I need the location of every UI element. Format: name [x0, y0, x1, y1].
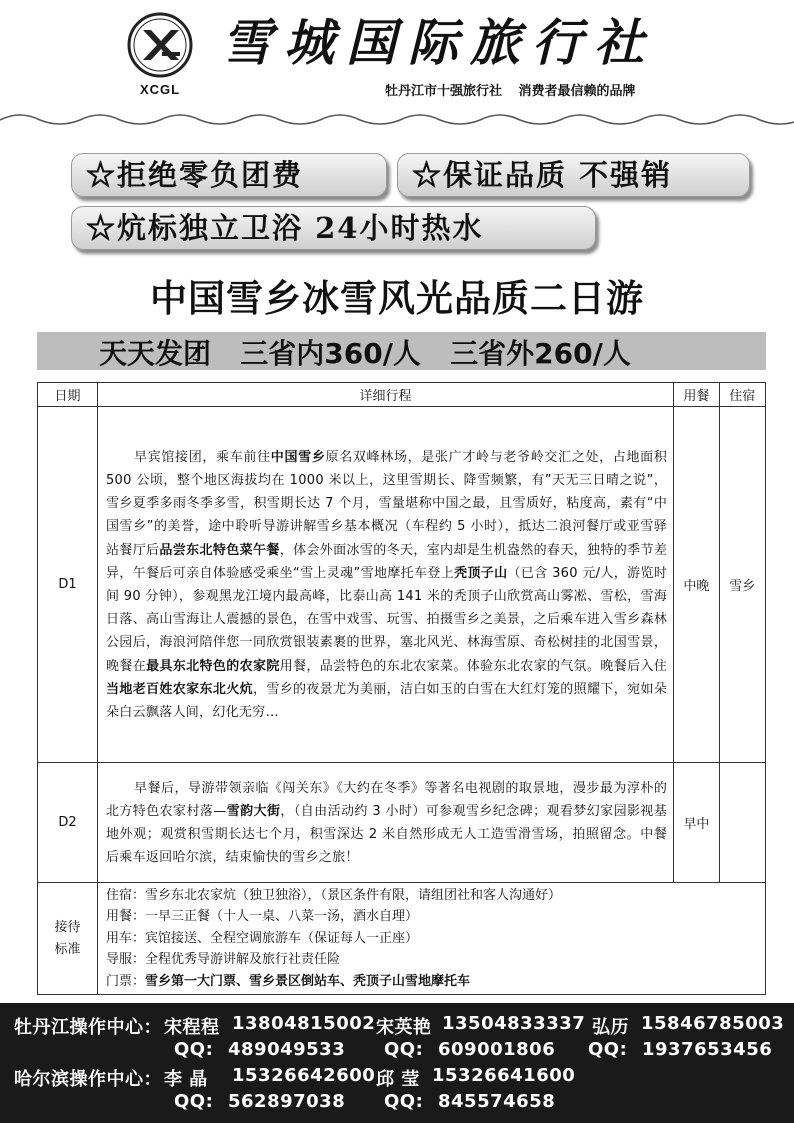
contact-qq[interactable]: 609001806 — [438, 1039, 556, 1060]
day1-detail: 早宾馆接团，乘车前往中国雪乡原名双峰林场，是张广才岭与老爷岭交汇之处，占地面积 500 公顷，整个地区海拔均在 1000 米以上，这里雪期长、降雪频繁，有”天无三日晴之说”，雪乡夏季多雨冬季多雪，积雪期长达 7 个月，雪量堪称中国之最，且雪质好，粘度高，素有“中国雪乡”的美誉，途中聆听导游讲解雪乡基本概况（车程约 5 小时），抵达二浪河餐厅或亚雪驿站餐厅后品尝东北特色菜午餐，体会外面冰雪的冬天，室内却是生机盎然的春天，独特的季节差异，午餐后可亲自体验感受乘坐“雪上灵魂”雪地摩托车登上秃顶子山（已含 360 元/人，游览时间 90 分钟），参观黑龙江境内最高峰，比泰山高 141 米的秃顶子山欣赏高山雾凇、雪松，雪海日落、高山雪海让人震撼的景色，在雪中戏雪、玩雪、拍摄雪乡之美景，之后乘车进入雪乡森林公园后，海浪河陪伴您一同欣赏银装素裹的世界，塞北风光、林海雪原、奇松树挂的北国雪景，晚餐在最具东北特色的农家院用餐，品尝特色的东北农家菜。体验东北农家的气氛。晚餐后入住当地老百姓农家东北火炕，雪乡的夜景尤为美丽，洁白如玉的白雪在大红灯笼的照耀下，宛如朵朵白云飘落人间，幻化无穷… — [105, 449, 668, 721]
day1-detail-cell — [97, 407, 673, 763]
standard-meals — [102, 906, 761, 927]
table-row-day1 — [38, 407, 766, 763]
price-bar: 天天发团 三省内360/人 三省外260/人 — [37, 332, 766, 370]
standard-lodging — [102, 885, 761, 906]
itinerary-table — [37, 382, 766, 995]
standard-guide — [102, 949, 761, 970]
header-date: 日期 — [38, 383, 98, 407]
day2-detail: 早餐后，导游带领亲临《闯关东》《大约在冬季》等著名电视剧的取景地，漫步最为淳朴的北方特色农家村落—雪韵大街，（自由活动约 3 小时）可参观雪乡纪念碑；观看梦幻家园影视基地外观；观赏积雪期长达七个月，积雪深达 2 米自然形成无人工造雪滑雪场，拍照留念。中餐后乘车返回哈尔滨，结束愉快的雪乡之旅！ — [105, 780, 668, 866]
contact-name: 李 晶 — [164, 1069, 208, 1090]
tour-title: 中国雪乡冰雪风光品质二日游 — [150, 277, 644, 320]
qq-label: QQ: — [384, 1039, 424, 1060]
day1-date: D1 — [38, 407, 98, 763]
qq-label: QQ: — [588, 1039, 628, 1060]
wave-divider — [0, 108, 794, 130]
day2-date: D2 — [38, 763, 98, 883]
day1-meal: 中晚 — [674, 407, 719, 763]
contact-qq[interactable]: 489049533 — [228, 1039, 346, 1060]
contact-phone[interactable]: 13504833337 — [442, 1013, 586, 1034]
day2-meal: 早中 — [674, 763, 719, 883]
contact-name: 弘历 — [592, 1017, 629, 1038]
contact-qq[interactable]: 1937653456 — [642, 1039, 773, 1060]
header-stay: 住宿 — [719, 383, 765, 407]
contact-footer — [0, 1003, 794, 1123]
contact-name: 宋英艳 — [376, 1017, 432, 1038]
contact-qq[interactable]: 845574658 — [438, 1091, 556, 1112]
header-meal: 用餐 — [674, 383, 719, 407]
qq-label: QQ: — [174, 1091, 214, 1112]
agency-slogan: 牡丹江市十强旅行社 消费者最信赖的品牌 — [385, 84, 636, 99]
mdj-label: 牡丹江操作中心： — [14, 1017, 162, 1038]
agency-name: 雪城国际旅行社 — [222, 13, 656, 72]
standard-text: 雪乡东北农家炕（独卫独浴），（景区条件有限，请组团社和客人沟通好） — [144, 888, 561, 903]
banner-no-zero-fee: ☆拒绝零负团费 — [71, 153, 387, 197]
contact-phone[interactable]: 15326642600 — [232, 1065, 376, 1086]
contact-phone[interactable]: 15846785003 — [641, 1013, 785, 1034]
standard-label: 用餐： — [105, 909, 145, 925]
hrb-label: 哈尔滨操作中心： — [14, 1069, 162, 1090]
standard-text: 全程优秀导游讲解及旅行社责任险 — [144, 952, 340, 968]
standard-transport — [102, 928, 761, 949]
banner-quality-guarantee: ☆保证品质 不强销 — [397, 153, 750, 197]
banner-private-bath: ☆炕标独立卫浴 24小时热水 — [71, 206, 596, 250]
day1-stay: 雪乡 — [719, 407, 765, 763]
standard-label: 门票： — [105, 973, 145, 989]
qq-label: QQ: — [174, 1039, 214, 1060]
contact-name: 宋程程 — [164, 1017, 220, 1038]
contact-phone[interactable]: 15326641600 — [432, 1065, 576, 1086]
standards-detail — [97, 883, 765, 995]
standard-tickets — [102, 971, 761, 992]
standards-label-2: 标准 — [54, 941, 81, 957]
contact-name: 邱 莹 — [376, 1069, 420, 1090]
contact-qq[interactable]: 562897038 — [228, 1091, 346, 1112]
standard-label: 用车： — [105, 930, 145, 946]
standard-text: 宾馆接送、全程空调旅游车（保证每人一正座） — [144, 930, 418, 946]
table-header-row — [38, 383, 766, 407]
table-row-standards — [38, 883, 766, 995]
standard-label: 导服： — [105, 952, 145, 968]
standard-text: 雪乡第一大门票、雪乡景区倒站车、秃顶子山雪地摩托车 — [144, 973, 470, 989]
day2-detail-cell — [97, 763, 673, 883]
header-detail: 详细行程 — [97, 383, 673, 407]
day2-stay — [719, 763, 765, 883]
standard-text: 一早三正餐（十人一桌、八菜一汤，酒水自理） — [144, 909, 418, 925]
page-header — [0, 0, 794, 128]
agency-logo-icon — [127, 12, 193, 78]
logo-text: XCGL — [139, 82, 181, 97]
table-row-day2 — [38, 763, 766, 883]
standards-label — [38, 883, 98, 995]
standards-label-1: 接待 — [54, 919, 81, 935]
contact-phone[interactable]: 13804815002 — [232, 1013, 376, 1034]
qq-label: QQ: — [384, 1091, 424, 1112]
standard-label: 住宿： — [105, 888, 145, 903]
